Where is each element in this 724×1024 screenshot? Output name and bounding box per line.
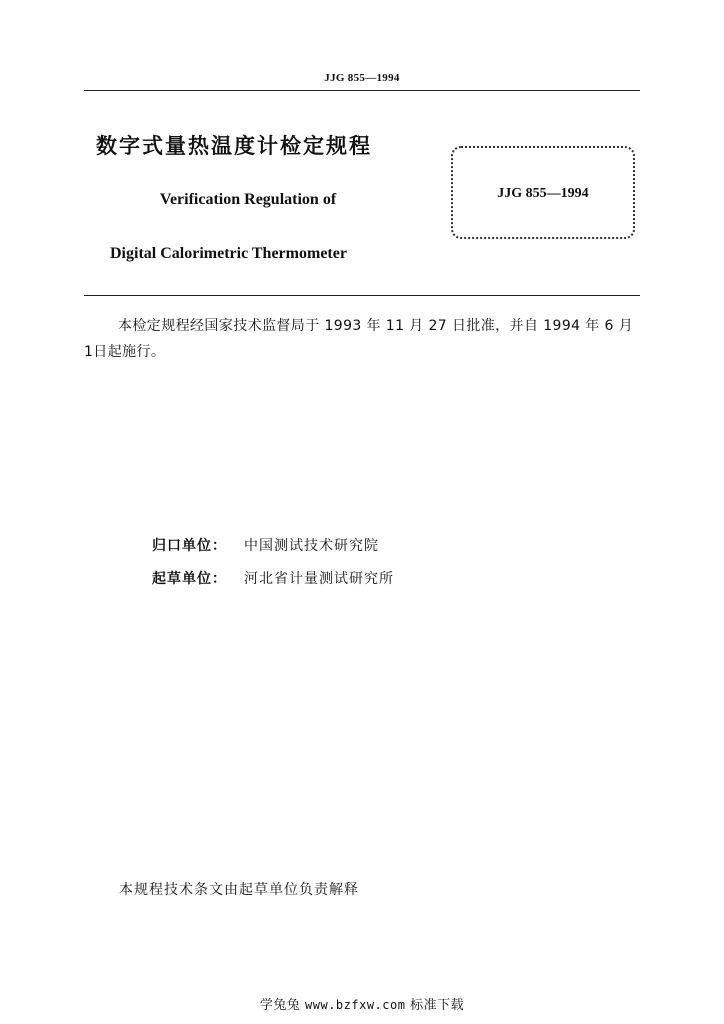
drafting-unit-value: 河北省计量测试研究所 (244, 571, 394, 587)
standard-code-box-label: JJG 855—1994 (497, 186, 589, 201)
responsible-unit-row (152, 535, 379, 555)
footer-site-name: 学兔兔 (259, 998, 301, 1013)
responsible-unit-label: 归口单位： (152, 538, 227, 554)
footer-tagline: 标准下载 (410, 998, 465, 1013)
top-divider (84, 90, 640, 91)
title-english-line-1: Verification Regulation of (159, 191, 337, 208)
drafting-unit-row (152, 568, 394, 588)
standard-code-box (451, 146, 635, 239)
footer-watermark (0, 994, 724, 1013)
title-chinese: 数字式量热温度计检定规程 (96, 134, 372, 158)
title-english-line-2: Digital Calorimetric Thermometer (110, 245, 347, 262)
approval-statement: 本检定规程经国家技术监督局于 1993 年 11 月 27 日批准，并自 1994 年 6 月 1日起施行。 (84, 318, 634, 360)
interpretation-note: 本规程技术条文由起草单位负责解释 (119, 882, 359, 898)
middle-divider (84, 295, 640, 296)
drafting-unit-label: 起草单位： (152, 571, 227, 587)
footer-url[interactable]: www.bzfxw.com (305, 998, 406, 1012)
header-standard-code: JJG 855—1994 (324, 72, 400, 84)
responsible-unit-value: 中国测试技术研究院 (244, 538, 379, 554)
